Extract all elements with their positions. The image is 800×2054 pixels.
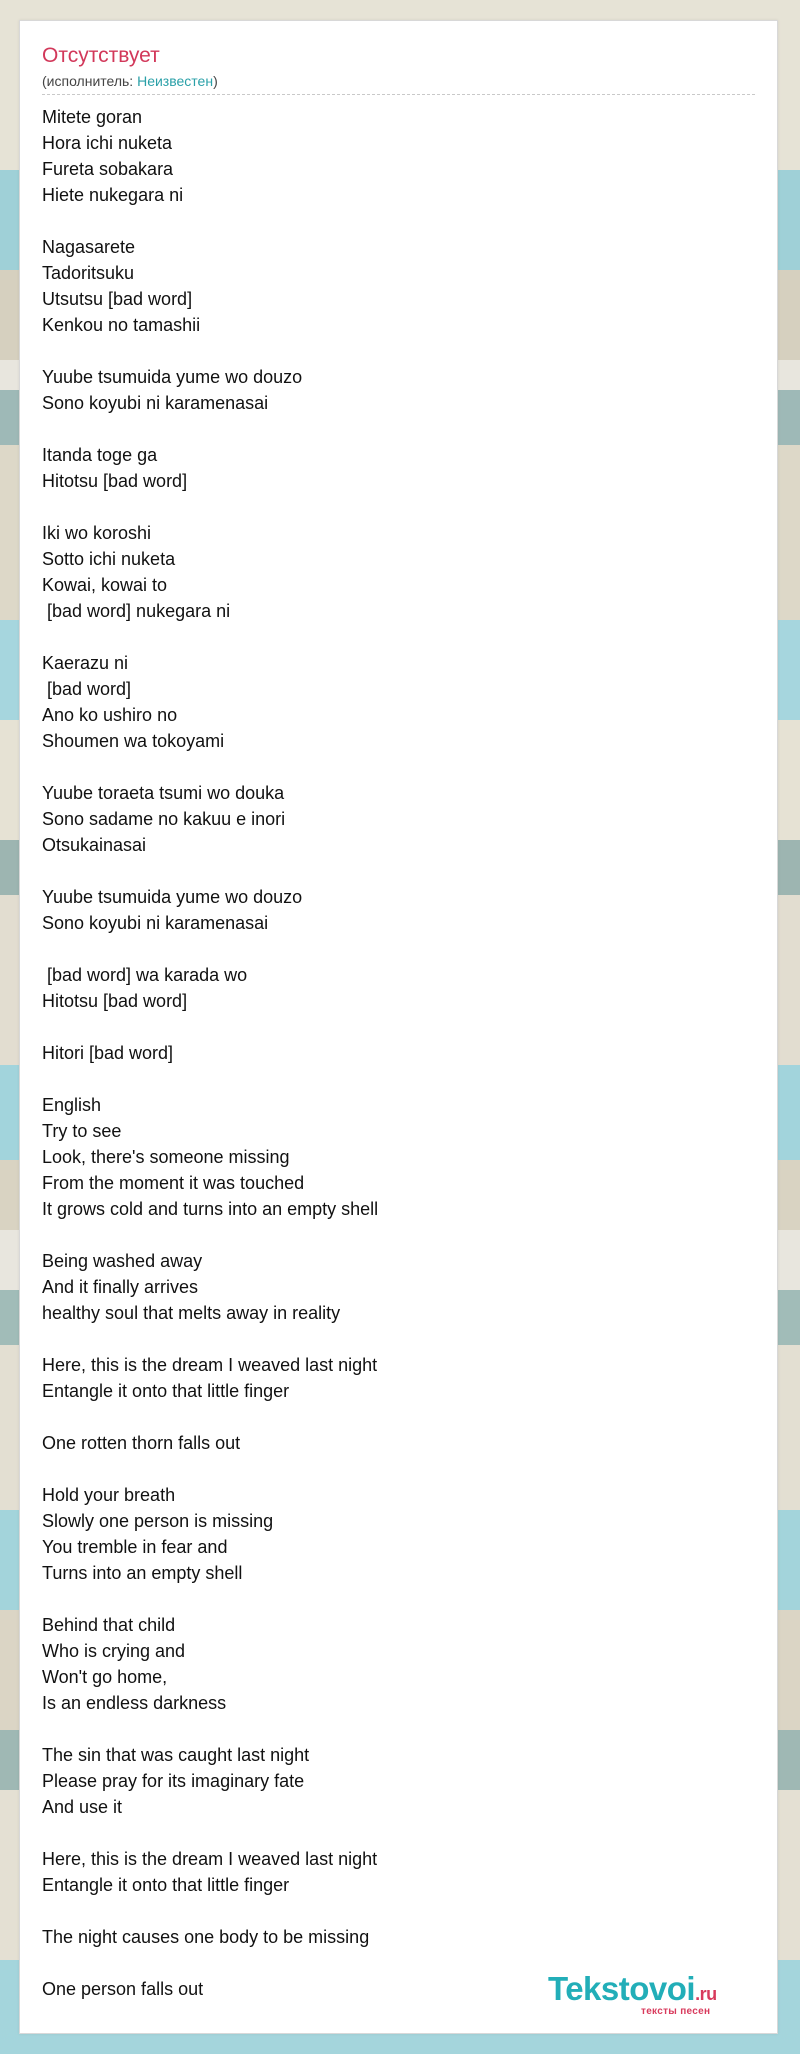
- lyric-line: Won't go home,: [42, 1667, 168, 1687]
- lyric-line: [bad word]: [42, 679, 132, 699]
- lyric-line: From the moment it was touched: [42, 1173, 305, 1193]
- lyric-line: Hold your breath: [42, 1485, 176, 1505]
- lyric-line: Behind that child: [42, 1615, 176, 1635]
- artist-suffix: ): [213, 73, 218, 89]
- logo-tagline: тексты песен: [641, 2006, 711, 2017]
- lyric-line: Yuube tsumuida yume wo douzo: [42, 367, 303, 387]
- lyric-line: healthy soul that melts away in reality: [42, 1303, 341, 1323]
- lyric-blank-line: [42, 858, 742, 884]
- lyrics-text: [42, 104, 742, 2002]
- artist-prefix: (исполнитель:: [42, 73, 138, 89]
- lyric-line: Slowly one person is missing: [42, 1511, 274, 1531]
- lyric-line: Hitori [bad word]: [42, 1043, 174, 1063]
- lyric-line: Try to see: [42, 1121, 122, 1141]
- lyric-blank-line: [42, 416, 742, 442]
- lyric-blank-line: [42, 338, 742, 364]
- title-divider: [42, 94, 755, 95]
- lyric-blank-line: [42, 208, 742, 234]
- lyric-blank-line: [42, 754, 742, 780]
- lyric-blank-line: [42, 1898, 742, 1924]
- lyric-line: Hiete nukegara ni: [42, 185, 184, 205]
- lyric-blank-line: [42, 1222, 742, 1248]
- lyric-line: Itanda toge ga: [42, 445, 158, 465]
- content-card: [19, 20, 778, 2034]
- lyric-blank-line: [42, 1820, 742, 1846]
- lyric-line: One person falls out: [42, 1979, 204, 1999]
- lyric-line: Hora ichi nuketa: [42, 133, 173, 153]
- lyric-line: Look, there's someone missing: [42, 1147, 290, 1167]
- lyric-line: [bad word] nukegara ni: [42, 601, 231, 621]
- lyric-line: Turns into an empty shell: [42, 1563, 243, 1583]
- lyric-line: It grows cold and turns into an empty shell: [42, 1199, 379, 1219]
- logo-tld: .ru: [695, 1984, 717, 2004]
- lyric-blank-line: [42, 1586, 742, 1612]
- lyric-line: Kowai, kowai to: [42, 575, 168, 595]
- lyric-line: Yuube tsumuida yume wo douzo: [42, 887, 303, 907]
- lyric-line: And it finally arrives: [42, 1277, 199, 1297]
- lyric-line: Tadoritsuku: [42, 263, 135, 283]
- lyric-line: The night causes one body to be missing: [42, 1927, 370, 1947]
- lyric-line: Hitotsu [bad word]: [42, 471, 188, 491]
- lyric-line: Entangle it onto that little finger: [42, 1875, 290, 1895]
- lyric-line: Kenkou no tamashii: [42, 315, 201, 335]
- lyric-line: Is an endless darkness: [42, 1693, 227, 1713]
- lyric-line: You tremble in fear and: [42, 1537, 228, 1557]
- lyric-line: English: [42, 1095, 102, 1115]
- lyric-line: Here, this is the dream I weaved last night: [42, 1355, 378, 1375]
- lyric-line: Please pray for its imaginary fate: [42, 1771, 305, 1791]
- lyric-blank-line: [42, 1066, 742, 1092]
- artist-line: [42, 72, 218, 90]
- lyric-line: Sotto ichi nuketa: [42, 549, 176, 569]
- lyric-line: Sono koyubi ni karamenasai: [42, 913, 269, 933]
- lyric-line: Here, this is the dream I weaved last night: [42, 1849, 378, 1869]
- lyric-blank-line: [42, 624, 742, 650]
- lyric-blank-line: [42, 936, 742, 962]
- lyric-blank-line: [42, 1326, 742, 1352]
- lyric-line: And use it: [42, 1797, 123, 1817]
- lyric-line: Sono koyubi ni karamenasai: [42, 393, 269, 413]
- logo-name: Tekstovoi: [548, 1970, 696, 2007]
- lyric-blank-line: [42, 1014, 742, 1040]
- lyric-blank-line: [42, 1456, 742, 1482]
- lyric-line: Hitotsu [bad word]: [42, 991, 188, 1011]
- lyric-line: Nagasarete: [42, 237, 136, 257]
- song-title: Отсутствует: [42, 44, 160, 67]
- lyric-line: Shoumen wa tokoyami: [42, 731, 225, 751]
- site-logo[interactable]: [548, 1970, 768, 2020]
- lyric-line: Being washed away: [42, 1251, 203, 1271]
- lyric-line: One rotten thorn falls out: [42, 1433, 241, 1453]
- lyric-line: Yuube toraeta tsumi wo douka: [42, 783, 285, 803]
- lyric-line: Kaerazu ni: [42, 653, 129, 673]
- lyric-blank-line: [42, 494, 742, 520]
- lyric-line: Otsukainasai: [42, 835, 147, 855]
- lyric-blank-line: [42, 1716, 742, 1742]
- lyric-line: Mitete goran: [42, 107, 143, 127]
- lyric-line: Utsutsu [bad word]: [42, 289, 193, 309]
- lyric-line: Entangle it onto that little finger: [42, 1381, 290, 1401]
- lyric-line: Ano ko ushiro no: [42, 705, 178, 725]
- artist-link[interactable]: Неизвестен: [137, 73, 214, 89]
- lyric-line: Sono sadame no kakuu e inori: [42, 809, 286, 829]
- lyric-line: The sin that was caught last night: [42, 1745, 310, 1765]
- lyric-line: Who is crying and: [42, 1641, 186, 1661]
- lyric-line: [bad word] wa karada wo: [42, 965, 248, 985]
- lyric-line: Fureta sobakara: [42, 159, 174, 179]
- lyric-blank-line: [42, 1404, 742, 1430]
- lyric-line: Iki wo koroshi: [42, 523, 152, 543]
